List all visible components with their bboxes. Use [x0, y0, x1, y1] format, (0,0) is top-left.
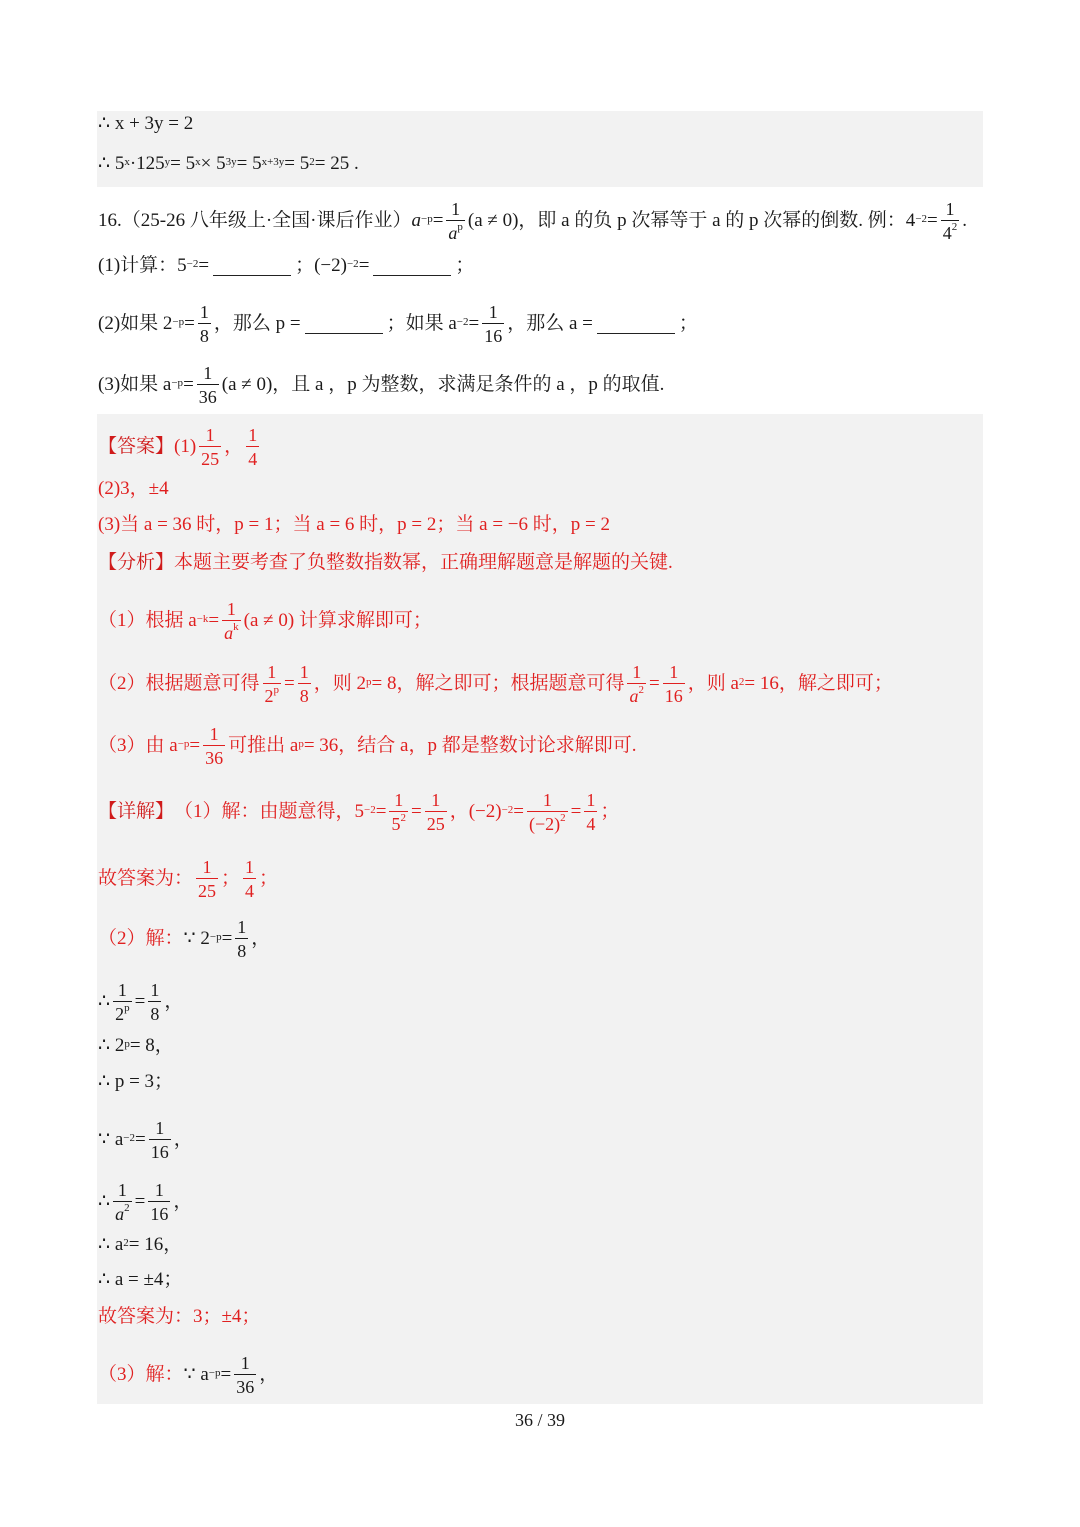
text: ；	[259, 868, 279, 889]
numerator: 1	[155, 1118, 165, 1138]
exponent: −2	[364, 804, 376, 816]
fraction	[425, 791, 447, 833]
exponent: p	[273, 684, 280, 696]
text: ，那么 a =	[507, 313, 593, 334]
answer-label: 【答案】	[98, 436, 175, 457]
denominator	[263, 683, 282, 705]
numerator: 1	[209, 724, 219, 744]
denominator	[389, 811, 408, 833]
var: a	[411, 210, 421, 231]
equals: =	[135, 1129, 146, 1150]
denominator: 4	[584, 811, 597, 833]
fraction	[584, 791, 597, 833]
analysis-label: 【分析】	[98, 552, 175, 573]
answer-line-1	[98, 426, 262, 468]
equation: ∴ x + 3y = 2	[98, 113, 194, 134]
var: a	[448, 223, 458, 243]
equation-part: ∴ 5	[98, 153, 125, 174]
equation-part: = 5	[236, 153, 262, 174]
exponent: −2	[456, 316, 469, 328]
eq-line	[98, 151, 359, 177]
denominator: 16	[663, 683, 685, 705]
fraction	[148, 981, 161, 1023]
equation-part: × 5	[200, 153, 226, 174]
base: 2	[264, 686, 274, 706]
equation-part: = 25 .	[314, 153, 359, 174]
numerator: 1	[267, 662, 277, 682]
text: ，	[173, 1129, 193, 1150]
text: (3)如果 a	[98, 374, 172, 395]
question-16-part3	[98, 364, 664, 406]
text: ，则 a	[687, 673, 739, 694]
denominator: 8	[198, 323, 211, 345]
eq-line	[98, 111, 193, 137]
denominator	[113, 1001, 132, 1023]
equation-part: = 5	[284, 153, 310, 174]
exponent: 2	[400, 812, 406, 824]
text: ∵ a	[183, 1364, 209, 1385]
equals: =	[432, 210, 444, 231]
denominator: 25	[425, 811, 447, 833]
var: a	[629, 686, 639, 706]
answer-line-3	[98, 512, 610, 538]
exponent: −2	[915, 213, 928, 225]
text: (1)计算：5	[98, 255, 187, 276]
text: 可推出 a	[228, 735, 299, 756]
exponent: x+3y	[261, 156, 285, 168]
answer-summary-2	[98, 1304, 260, 1330]
exponent: k	[233, 621, 239, 633]
fraction	[389, 791, 408, 833]
text: 故答案为：	[98, 868, 194, 889]
exponent: 3y	[225, 156, 237, 168]
equals: =	[375, 801, 387, 822]
numerator: 1	[237, 917, 247, 937]
fraction	[199, 426, 221, 468]
fraction	[527, 791, 568, 833]
detail-step-3	[98, 1354, 278, 1396]
fraction	[235, 918, 248, 960]
fraction	[196, 858, 218, 900]
equals: =	[513, 801, 524, 822]
denominator	[446, 220, 465, 242]
exponent: y	[164, 156, 171, 168]
fraction	[197, 364, 219, 406]
exponent: 2	[123, 1237, 129, 1249]
detail-line	[98, 1069, 173, 1095]
detail-label: 【详解】	[98, 801, 175, 822]
equals: =	[927, 210, 938, 231]
numerator: 1	[245, 857, 255, 877]
detail-line	[98, 1267, 182, 1293]
equals: =	[570, 801, 582, 822]
text: ，	[164, 991, 184, 1012]
exponent: −p	[420, 213, 433, 225]
equals: =	[208, 610, 220, 631]
equals: =	[189, 735, 201, 756]
fraction	[941, 200, 960, 242]
text: (2)3，±4	[98, 478, 169, 499]
exponent: x	[195, 156, 201, 168]
fraction	[627, 663, 646, 705]
exponent: −2	[501, 804, 514, 816]
numerator: 1	[431, 790, 441, 810]
denominator	[222, 620, 241, 642]
analysis-step-1	[98, 600, 432, 642]
numerator: 1	[150, 980, 160, 1000]
fraction	[246, 426, 259, 468]
base: 5	[391, 814, 401, 834]
text: = 8，解之即可；根据题意可得	[371, 673, 625, 694]
base: (−2)	[529, 814, 561, 834]
base: 2	[115, 1004, 125, 1024]
text: (a ≠ 0)，且 a ，p 为整数，求满足条件的 a ，p 的取值.	[221, 374, 665, 395]
exponent: −p	[172, 316, 185, 328]
text: （2）解：	[98, 928, 184, 949]
denominator: 16	[149, 1139, 171, 1161]
denominator: 36	[197, 384, 219, 406]
numerator: 1	[202, 857, 212, 877]
exponent: −p	[208, 1367, 221, 1379]
fraction	[148, 1181, 170, 1223]
analysis-step-2	[98, 663, 893, 705]
text: = 36，结合 a，p 都是整数讨论求解即可.	[303, 735, 637, 756]
text: (a ≠ 0) 计算求解即可；	[243, 610, 432, 631]
exponent: p	[124, 1002, 130, 1014]
text: ；	[600, 801, 620, 822]
detail-line	[98, 1033, 174, 1059]
exponent: 2	[560, 812, 566, 824]
text: ；(−2)	[295, 255, 347, 276]
denominator: 36	[234, 1374, 256, 1396]
exponent: p	[457, 221, 463, 233]
var: a	[224, 623, 234, 643]
text: （2）根据题意可得	[98, 673, 260, 694]
detail-step-2	[98, 918, 270, 960]
fraction	[203, 725, 225, 767]
denominator: 8	[298, 683, 311, 705]
fraction	[446, 200, 465, 242]
exponent: x	[124, 156, 130, 168]
text: （3）解：	[98, 1364, 184, 1385]
numerator: 1	[451, 199, 461, 219]
fraction	[149, 1119, 171, 1161]
equals: =	[468, 313, 480, 334]
answer-blank	[213, 257, 291, 276]
exponent: p	[124, 1038, 130, 1050]
text: ；	[678, 313, 698, 334]
question-16-part2	[98, 303, 698, 345]
equals: =	[134, 991, 146, 1012]
exponent: 2	[309, 156, 315, 168]
denominator	[627, 683, 646, 705]
text: ；	[455, 255, 475, 276]
question-intro: 16.（25-26 八年级上·全国·课后作业）	[98, 210, 412, 231]
answer-summary-1	[98, 858, 278, 900]
analysis-line	[98, 550, 673, 576]
fraction	[298, 663, 311, 705]
fraction	[198, 303, 211, 345]
exponent: p	[366, 676, 372, 688]
text: ∴ a	[98, 1234, 124, 1255]
text: = 8，	[129, 1035, 174, 1056]
exponent: −k	[196, 613, 209, 625]
numerator: 1	[394, 790, 404, 810]
text: = 16，	[128, 1234, 183, 1255]
var: a	[115, 1204, 125, 1224]
numerator: 1	[117, 1180, 127, 1200]
detail-line	[98, 1232, 182, 1258]
answer-line-2	[98, 476, 169, 502]
numerator: 1	[299, 662, 309, 682]
equals: =	[410, 801, 422, 822]
equals: =	[220, 1364, 232, 1385]
text: （1）解：由题意得，5	[174, 801, 365, 822]
fraction	[263, 663, 282, 705]
numerator: 1	[488, 302, 498, 322]
numerator: 1	[248, 425, 258, 445]
numerator: 1	[203, 363, 213, 383]
denominator: 25	[196, 878, 218, 900]
base: 4	[942, 223, 952, 243]
denominator: 8	[148, 1001, 161, 1023]
numerator: 1	[117, 980, 127, 1000]
equals: =	[184, 313, 195, 334]
denominator: 8	[235, 938, 248, 960]
exponent: p	[298, 738, 304, 750]
text: ，	[259, 1364, 279, 1385]
equals: =	[358, 255, 370, 276]
equals: =	[221, 928, 233, 949]
denominator	[113, 1201, 132, 1223]
exponent: 2	[738, 676, 745, 688]
text: ∴ 2	[98, 1035, 125, 1056]
exponent: 2	[951, 221, 958, 233]
text: ，(−2)	[449, 801, 502, 822]
equals: =	[183, 374, 194, 395]
numerator: 1	[240, 1353, 250, 1373]
numerator: 1	[205, 425, 215, 445]
numerator: 1	[669, 662, 679, 682]
numerator: 1	[226, 599, 236, 619]
text: ，	[251, 928, 271, 949]
denominator	[941, 220, 960, 242]
numerator: 1	[945, 199, 955, 219]
answer-blank	[373, 257, 451, 276]
text: ，那么 p =	[213, 313, 301, 334]
denominator: 25	[199, 446, 221, 468]
question-16-stem	[98, 200, 967, 242]
exponent: −2	[123, 1132, 135, 1144]
detail-line	[98, 1119, 193, 1161]
text: ∴ p = 3；	[98, 1071, 174, 1092]
numerator: 1	[586, 790, 596, 810]
text: ∵ 2	[183, 928, 210, 949]
equals: =	[134, 1191, 146, 1212]
text: ∴ a = ±4；	[98, 1269, 183, 1290]
text: (2)如果 2	[98, 313, 173, 334]
fraction	[113, 981, 132, 1023]
answer-blank	[305, 315, 383, 334]
exponent: −2	[186, 258, 199, 270]
exponent: 2	[638, 684, 644, 696]
text: ，则 2	[313, 673, 366, 694]
question-16-part1	[98, 253, 474, 279]
exponent: 2	[124, 1202, 130, 1214]
text: 故答案为：3；±4；	[98, 1306, 261, 1327]
fraction	[113, 1181, 132, 1223]
exponent: −p	[177, 738, 190, 750]
denominator: 36	[203, 745, 225, 767]
detail-line	[98, 1181, 192, 1223]
equation-part: = 5	[170, 153, 196, 174]
equals: =	[198, 255, 210, 276]
equals: =	[284, 673, 295, 694]
text: ，	[173, 1191, 193, 1212]
exponent: −p	[171, 377, 184, 389]
analysis-step-3	[98, 725, 636, 767]
period: .	[962, 210, 967, 231]
text: ；如果 a	[386, 313, 457, 334]
exponent: −p	[209, 931, 222, 943]
fraction	[482, 303, 504, 345]
separator: ，	[224, 436, 244, 457]
text: ∵ a	[98, 1129, 124, 1150]
fraction	[663, 663, 685, 705]
denominator: 16	[148, 1201, 170, 1223]
numerator: 1	[154, 1180, 164, 1200]
numerator: 1	[632, 662, 642, 682]
text: （3）由 a	[98, 735, 178, 756]
text: (3)当 a = 36 时，p = 1；当 a = 6 时，p = 2；当 a = −6 时，p = 2	[98, 514, 610, 535]
detail-step-1	[98, 791, 619, 833]
exponent: −2	[346, 258, 359, 270]
fraction	[222, 600, 241, 642]
text: 本题主要考查了负整数指数幂，正确理解题意是解题的关键.	[174, 552, 673, 573]
text: (1)	[174, 436, 197, 457]
separator: ；	[221, 868, 241, 889]
detail-line	[98, 981, 183, 1023]
denominator	[527, 811, 568, 833]
text: ∴	[98, 1191, 111, 1212]
text: （1）根据 a	[98, 610, 197, 631]
text: ∴	[98, 991, 111, 1012]
denominator: 4	[246, 446, 259, 468]
equals: =	[648, 673, 660, 694]
denominator: 16	[482, 323, 504, 345]
fraction	[243, 858, 256, 900]
fraction	[234, 1354, 256, 1396]
equation-part: ·125	[129, 153, 165, 174]
answer-blank	[597, 315, 675, 334]
text: = 16，解之即可；	[744, 673, 893, 694]
denominator: 4	[243, 878, 256, 900]
numerator: 1	[199, 302, 209, 322]
definition-text: (a ≠ 0)，即 a 的负 p 次幂等于 a 的 p 次幂的倒数. 例：4	[467, 210, 916, 231]
page-number: 36 / 39	[514, 1410, 565, 1430]
numerator: 1	[542, 790, 552, 810]
